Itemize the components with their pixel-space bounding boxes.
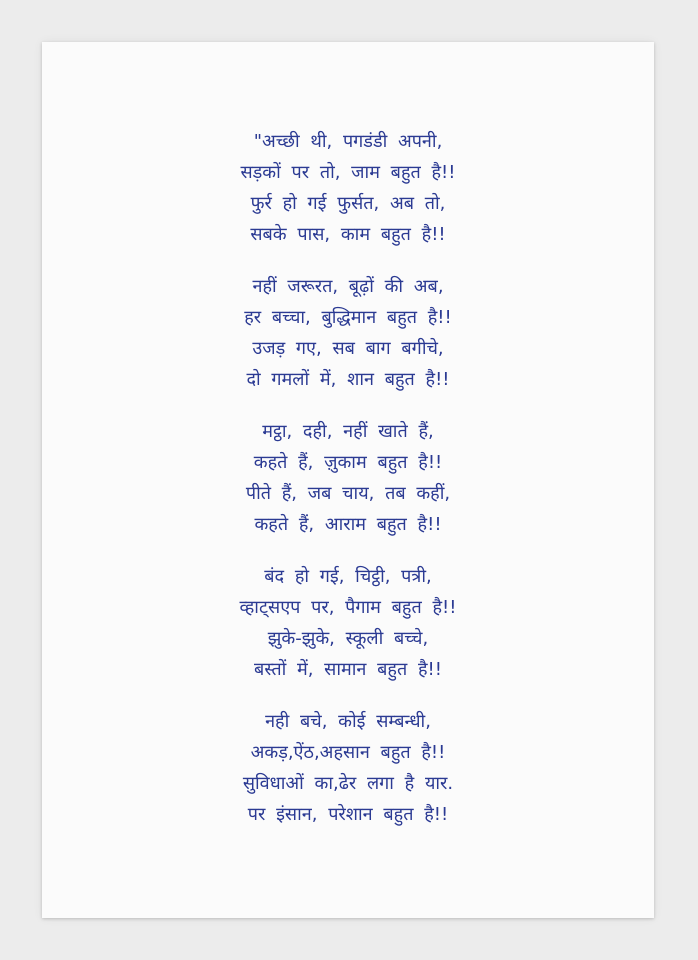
poem-line: उजड़ गए, सब बाग बगीचे, — [252, 338, 444, 359]
poem-line: दो गमलों में, शान बहुत है!! — [246, 369, 450, 390]
poem-line: झुके-झुके, स्कूली बच्चे, — [267, 628, 429, 649]
stanza-3 — [42, 416, 654, 540]
poem-line: पीते हैं, जब चाय, तब कहीं, — [245, 483, 451, 504]
poem-line: व्हाट्सएप पर, पैगाम बहुत है!! — [239, 597, 457, 618]
poem-line: बस्तों में, सामान बहुत है!! — [254, 659, 442, 680]
poem-line: पर इंसान, परेशान बहुत है!! — [247, 804, 449, 825]
poem-line: सबके पास, काम बहुत है!! — [250, 224, 446, 245]
poem — [42, 126, 654, 851]
stanza-4 — [42, 561, 654, 685]
poem-line: बंद हो गई, चिट्ठी, पत्री, — [264, 566, 432, 587]
poem-line: "अच्छी थी, पगडंडी अपनी, — [253, 131, 443, 152]
stanza-5 — [42, 706, 654, 830]
poem-line: नहीं जरूरत, बूढ़ों की अब, — [252, 276, 444, 297]
poem-line: फुर्र हो गई फुर्सत, अब तो, — [250, 193, 446, 214]
stanza-2 — [42, 271, 654, 395]
poem-line: अकड़,ऐंठ,अहसान बहुत है!! — [250, 742, 446, 763]
poem-line: सुविधाओं का,ढेर लगा है यार. — [242, 773, 454, 794]
poem-line: हर बच्चा, बुद्धिमान बहुत है!! — [244, 307, 452, 328]
poem-line: मट्ठा, दही, नहीं खाते हैं, — [262, 421, 434, 442]
paper-sheet — [42, 42, 654, 918]
poem-line: कहते हैं, ज़ुकाम बहुत है!! — [253, 452, 443, 473]
poem-line: कहते हैं, आराम बहुत है!! — [254, 514, 442, 535]
stanza-1 — [42, 126, 654, 250]
poem-line: सड़कों पर तो, जाम बहुत है!! — [240, 162, 456, 183]
poem-line: नही बचे, कोई सम्बन्धी, — [265, 711, 431, 732]
